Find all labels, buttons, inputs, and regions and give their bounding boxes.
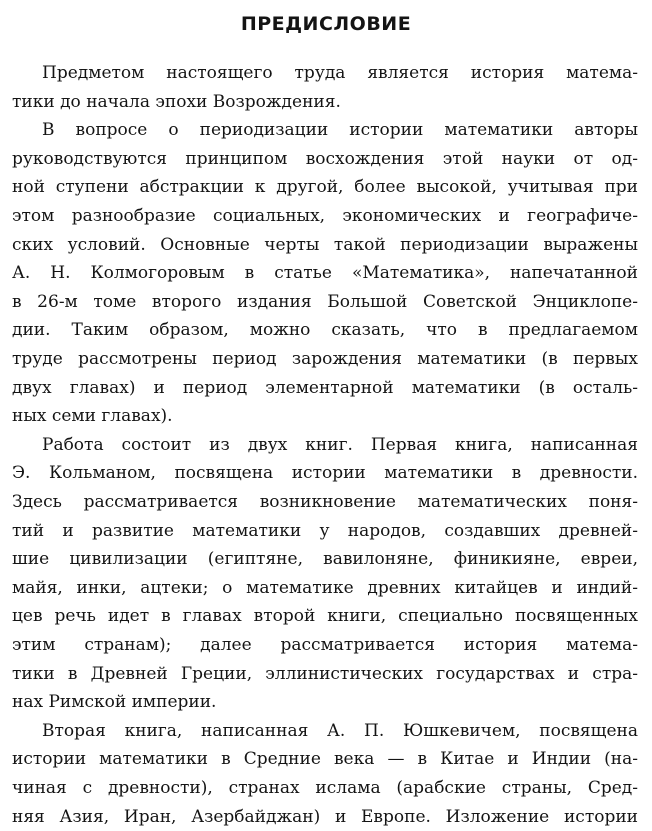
page-title: ПРЕДИСЛОВИЕ bbox=[240, 13, 412, 35]
text-line: этим странам); далее рассматривается история матема- bbox=[12, 635, 638, 655]
text-line: Предметом настоящего труда является история матема- bbox=[42, 63, 638, 83]
text-line: Э. Кольманом, посвящена истории математики в древности. bbox=[12, 463, 638, 483]
text-line: труде рассмотрены период зарождения математики (в первых bbox=[12, 349, 638, 369]
text-line: чиная с древности), странах ислама (арабские страны, Сред- bbox=[12, 778, 638, 798]
text-line: ных семи главах). bbox=[12, 406, 173, 426]
text-line: руководствуются принципом восхождения этой науки от од- bbox=[12, 149, 638, 169]
text-line: истории математики в Средние века — в Китае и Индии (на- bbox=[12, 749, 638, 769]
text-line: Здесь рассматривается возникновение математических поня- bbox=[12, 492, 638, 512]
text-line: В вопросе о периодизации истории математики авторы bbox=[42, 120, 638, 140]
text-line: Вторая книга, написанная А. П. Юшкевичем, посвящена bbox=[42, 721, 638, 741]
text-line: нах Римской империи. bbox=[12, 692, 217, 712]
text-line: няя Азия, Иран, Азербайджан) и Европе. Изложение истории bbox=[12, 807, 638, 827]
text-line: ной ступени абстракции к другой, более высокой, учитывая при bbox=[12, 177, 638, 197]
text-line: Работа состоит из двух книг. Первая книга, написанная bbox=[42, 435, 638, 455]
text-line: этом разнообразие социальных, экономических и географиче- bbox=[12, 206, 638, 226]
text-line: майя, инки, ацтеки; о математике древних китайцев и индий- bbox=[12, 578, 638, 598]
text-line: тий и развитие математики у народов, создавших древней- bbox=[12, 521, 638, 541]
text-line: дии. Таким образом, можно сказать, что в предлагаемом bbox=[12, 320, 638, 340]
text-line: цев речь идет в главах второй книги, специально посвященных bbox=[12, 606, 638, 626]
text-line: А. Н. Колмогоровым в статье «Математика», напечатанной bbox=[12, 263, 638, 283]
text-line: ских условий. Основные черты такой периодизации выражены bbox=[12, 235, 638, 255]
text-line: тики в Древней Греции, эллинистических государствах и стра- bbox=[12, 664, 638, 684]
text-line: двух главах) и период элементарной математики (в осталь- bbox=[12, 378, 638, 398]
text-line: тики до начала эпохи Возрождения. bbox=[12, 92, 341, 112]
text-line: в 26-м томе второго издания Большой Советской Энциклопе- bbox=[12, 292, 638, 312]
text-line: шие цивилизации (египтяне, вавилоняне, финикияне, евреи, bbox=[12, 549, 638, 569]
